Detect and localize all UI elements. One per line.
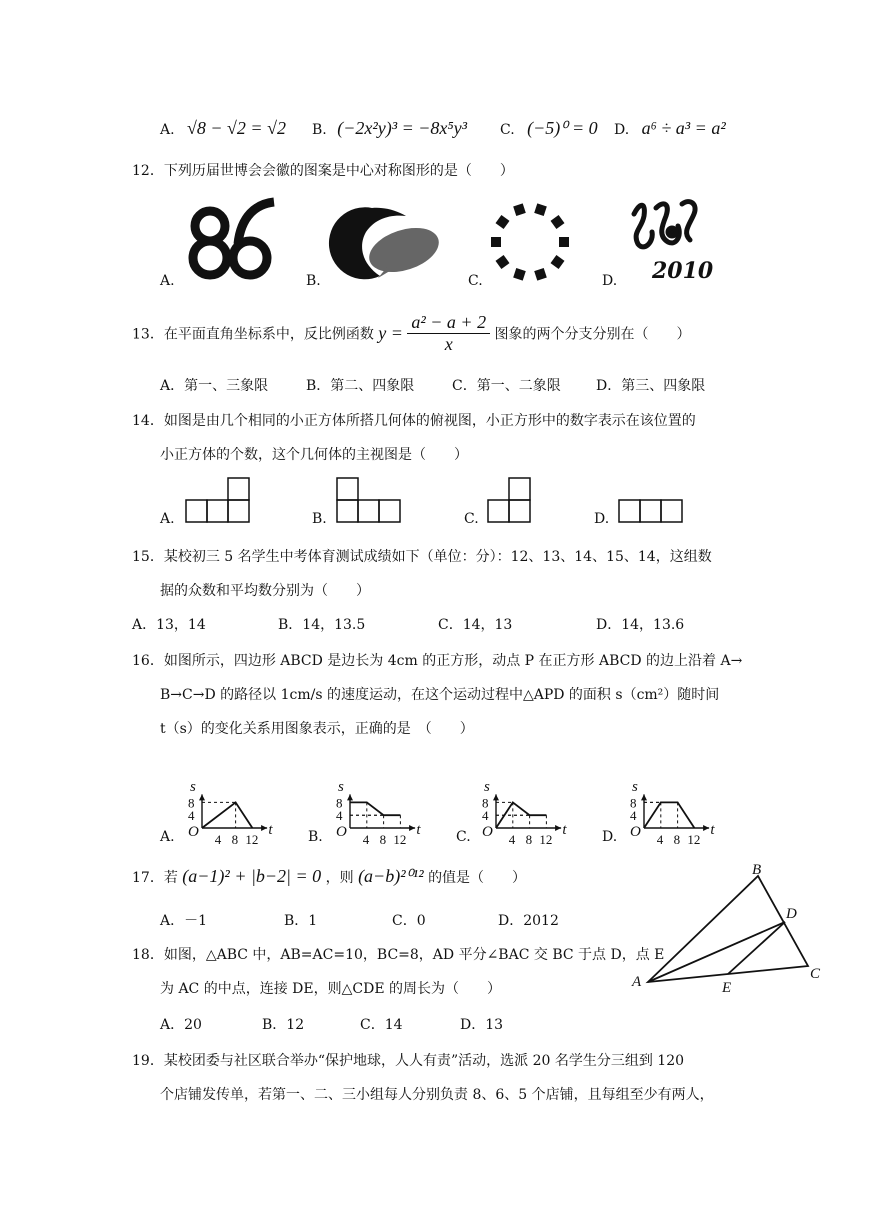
y-tick-label: 4 — [630, 808, 637, 824]
vertex-label-b: B — [752, 862, 762, 878]
q13-option-a: A．第一、三象限 — [160, 378, 269, 394]
logo-square — [559, 237, 569, 247]
q14-option-c: C. — [464, 511, 479, 527]
y-axis-label: s — [190, 778, 196, 795]
q16-option-d: D. — [602, 829, 618, 845]
logo-square — [534, 203, 547, 216]
x-axis-label: t — [268, 822, 273, 838]
y-axis-label: s — [484, 778, 490, 795]
option-letter: C. — [500, 122, 515, 138]
x-tick-label: 12 — [539, 832, 553, 847]
expo-logo-a — [186, 196, 278, 286]
q14-stem-line1: 14．如图是由几个相同的小正方体所搭几何体的俯视图，小正方形中的数字表示在该位置的 — [132, 413, 696, 429]
q13-stem-pre: 13．在平面直角坐标系中，反比例函数 — [132, 326, 374, 343]
q12-stem: 12．下列历届世博会会徽的图案是中心对称图形的是（ ） — [132, 163, 514, 179]
q16-stem-line3: t（s）的变化关系用图象表示，正确的是 （ ） — [160, 721, 474, 737]
graph-b — [326, 750, 450, 847]
graph-a — [178, 750, 302, 847]
q12-option-d: D. — [602, 273, 618, 289]
q11-option-d — [614, 118, 726, 139]
q18-option-d: D．13 — [460, 1017, 504, 1033]
q16-stem-line1: 16．如图所示，四边形 ABCD 是边长为 4cm 的正方形，动点 P 在正方形 ABCD 的边上沿着 A→ — [132, 653, 743, 669]
q18-option-b: B．12 — [262, 1017, 305, 1033]
vertex-label-d: D — [786, 906, 797, 922]
q12-option-a: A. — [160, 273, 175, 289]
q18-option-a: A．20 — [160, 1017, 202, 1033]
front-view-d — [619, 478, 685, 524]
x-tick-label: 8 — [525, 832, 533, 847]
q17-option-a: A．－1 — [160, 913, 208, 929]
y-tick-label: 8 — [188, 795, 195, 811]
x-tick-label: 8 — [231, 832, 239, 847]
q13-option-c: C．第一、二象限 — [452, 378, 561, 394]
y-tick-label: 8 — [630, 795, 637, 811]
x-tick-label: 4 — [214, 832, 222, 847]
q12-option-b: B. — [306, 273, 321, 289]
q13-func-numerator: a² − a + 2 — [407, 312, 490, 334]
origin-label: O — [482, 824, 493, 840]
q19-stem-line1: 19．某校团委与社区联合举办“保护地球，人人有责”活动，选派 20 名学生分三组到 120 — [132, 1053, 685, 1069]
q14-option-a: A. — [160, 511, 175, 527]
option-letter: A. — [160, 122, 175, 138]
x-tick-label: 12 — [393, 832, 407, 847]
x-axis-arrow — [261, 825, 267, 831]
q13-option-d: D．第三、四象限 — [596, 378, 706, 394]
x-axis-label: t — [710, 822, 715, 838]
logo-square — [496, 255, 510, 269]
x-tick-label: 12 — [245, 832, 259, 847]
logo-square — [513, 203, 526, 216]
q17-option-d: D．2012 — [498, 913, 559, 929]
expo-logo-c — [488, 200, 572, 284]
q17-stem — [132, 866, 526, 887]
origin-label: O — [336, 824, 347, 840]
option-expr: (−2x²y)³ = −8x⁵y³ — [337, 118, 468, 138]
x-axis-label: t — [562, 822, 567, 838]
origin-label: O — [188, 824, 199, 840]
q19-stem-line2: 个店铺发传单，若第一、二、三小组每人分别负责 8、6、5 个店铺，且每组至少有两人， — [160, 1087, 714, 1103]
q13-fraction — [407, 312, 490, 355]
x-tick-label: 8 — [673, 832, 681, 847]
logo-square — [496, 215, 510, 229]
logo-square — [534, 268, 547, 281]
x-tick-label: 4 — [656, 832, 664, 847]
q17-stem-post: 的值是（ ） — [428, 870, 527, 886]
expo-logo-b — [332, 204, 444, 280]
expo-logo-d — [624, 196, 720, 286]
logo-year: 2010 — [652, 258, 714, 284]
q15-stem-line1: 15．某校初三 5 名学生中考体育测试成绩如下（单位：分）：12、13、14、15、14，这组数 — [132, 549, 712, 565]
q17-option-b: B．1 — [284, 913, 318, 929]
q11-option-a — [160, 118, 286, 139]
option-expr: √8 − √2 = √2 — [187, 118, 286, 138]
q18-stem-line1: 18．如图，△ABC 中，AB=AC=10，BC=8，AD 平分∠BAC 交 BC 于点 D，点 E — [132, 947, 665, 963]
vertex-label-e: E — [722, 980, 732, 996]
origin-label: O — [630, 824, 641, 840]
x-axis-label: t — [416, 822, 421, 838]
x-axis-arrow — [409, 825, 415, 831]
q13-stem-post: 图象的两个分支分别在（ ） — [494, 326, 691, 343]
q17-expression: (a−b)²⁰¹² — [358, 866, 424, 886]
q17-stem-pre: 17．若 — [132, 870, 178, 886]
x-tick-label: 8 — [379, 832, 387, 847]
y-tick-label: 4 — [336, 808, 343, 824]
q11-option-c — [500, 118, 598, 139]
y-tick-label: 4 — [482, 808, 489, 824]
q17-stem-mid: ，则 — [325, 870, 354, 886]
y-axis-label: s — [632, 778, 638, 795]
q18-option-c: C．14 — [360, 1017, 403, 1033]
logo-square — [551, 215, 565, 229]
q14-stem-line2: 小正方体的个数，这个几何体的主视图是（ ） — [160, 447, 468, 463]
y-tick-label: 8 — [482, 795, 489, 811]
y-axis-label: s — [338, 778, 344, 795]
logo-square — [513, 268, 526, 281]
q16-option-c: C. — [456, 829, 471, 845]
x-tick-label: 4 — [508, 832, 516, 847]
option-expr: a⁶ ÷ a³ = a² — [641, 118, 726, 138]
y-tick-label: 4 — [188, 808, 195, 824]
q13-func-lhs: y = — [378, 323, 403, 343]
q17-condition: (a−1)² + |b−2| = 0 — [182, 866, 322, 886]
logo-square — [551, 255, 565, 269]
x-tick-label: 4 — [362, 832, 370, 847]
series-line — [350, 802, 400, 815]
q15-option-b: B．14，13.5 — [278, 617, 366, 633]
q13-stem — [132, 312, 691, 355]
y-axis-arrow — [641, 794, 647, 800]
y-axis-arrow — [347, 794, 353, 800]
q15-stem-line2: 据的众数和平均数分别为（ ） — [160, 583, 370, 599]
y-axis-arrow — [493, 794, 499, 800]
vertex-label-c: C — [810, 966, 821, 982]
triangle-figure — [628, 860, 828, 998]
q12-option-c: C. — [468, 273, 483, 289]
option-letter: D. — [614, 122, 630, 138]
q16-option-b: B. — [308, 829, 323, 845]
q18-stem-line2: 为 AC 的中点，连接 DE，则△CDE 的周长为（ ） — [160, 981, 501, 997]
q16-option-a: A. — [160, 829, 175, 845]
logo-square — [491, 237, 501, 247]
x-axis-arrow — [703, 825, 709, 831]
q15-option-a: A．13，14 — [132, 617, 206, 633]
q14-option-d: D. — [594, 511, 610, 527]
q17-option-c: C．0 — [392, 913, 426, 929]
series-line — [202, 802, 252, 828]
front-view-a — [186, 478, 252, 524]
q11-option-b — [312, 118, 467, 139]
y-tick-label: 8 — [336, 795, 343, 811]
option-expr: (−5)⁰ = 0 — [527, 118, 598, 138]
q13-func-denominator: x — [444, 334, 453, 354]
q14-option-b: B. — [312, 511, 327, 527]
y-axis-arrow — [199, 794, 205, 800]
series-line — [644, 802, 694, 828]
option-letter: B. — [312, 122, 327, 138]
front-view-c — [488, 478, 534, 524]
front-view-b — [337, 478, 403, 524]
graph-d — [620, 750, 744, 847]
q16-stem-line2: B→C→D 的路径以 1cm/s 的速度运动，在这个运动过程中△APD 的面积 s（cm²）随时间 — [160, 687, 720, 703]
q15-option-d: D．14，13.6 — [596, 617, 685, 633]
graph-c — [472, 750, 596, 847]
x-axis-arrow — [555, 825, 561, 831]
vertex-label-a: A — [632, 974, 642, 990]
x-tick-label: 12 — [687, 832, 701, 847]
q13-option-b: B．第二、四象限 — [306, 378, 415, 394]
q15-option-c: C．14，13 — [438, 617, 513, 633]
